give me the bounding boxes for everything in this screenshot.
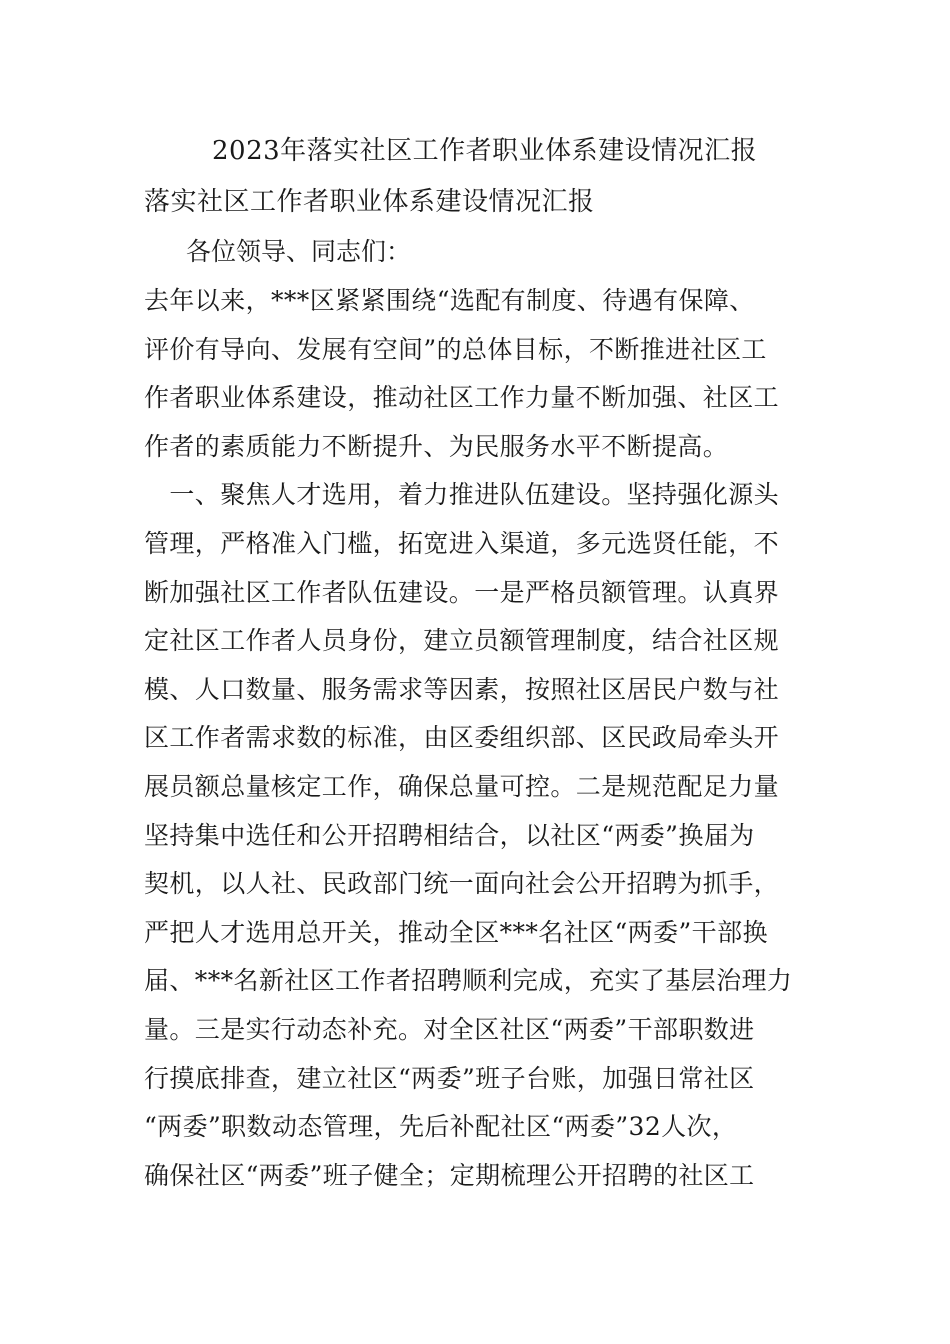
salutation: 各位领导、同志们： (186, 237, 412, 266)
text-line: 坚持集中选任和公开招聘相结合，以社区“两委”换届为 (144, 820, 755, 850)
text-line: 展员额总量核定工作，确保总量可控。二是规范配足力量 (144, 771, 780, 801)
document-title: 2023年落实社区工作者职业体系建设情况汇报 (212, 136, 758, 166)
text-line: 去年以来，***区紧紧围绕“选配有制度、待遇有保障、 (144, 286, 755, 315)
body-text (144, 283, 844, 1206)
text-line: 量。三是实行动态补充。对全区社区“两委”干部职数进 (144, 1014, 755, 1044)
document-subtitle: 落实社区工作者职业体系建设情况汇报 (144, 187, 595, 217)
text-line: 评价有导向、发展有空间”的总体目标，不断推进社区工 (144, 334, 767, 364)
text-line: 模、人口数量、服务需求等因素，按照社区居民户数与社 (144, 674, 780, 704)
text-line: 行摸底排查，建立社区“两委”班子台账，加强日常社区 (144, 1063, 755, 1093)
text-line: 断加强社区工作者队伍建设。一是严格员额管理。认真界 (144, 577, 780, 607)
text-line: 管理，严格准入门槛，拓宽进入渠道，多元选贤任能，不 (144, 528, 780, 558)
text-line: 一、聚焦人才选用，着力推进队伍建设。坚持强化源头 (144, 480, 780, 510)
text-line: 作者的素质能力不断提升、为民服务水平不断提高。 (144, 431, 729, 461)
text-line: 届、***名新社区工作者招聘顺利完成，充实了基层治理力 (144, 966, 793, 996)
text-line: 严把人才选用总开关，推动全区***名社区“两委”干部换 (144, 917, 768, 947)
text-line: 定社区工作者人员身份，建立员额管理制度，结合社区规 (144, 626, 780, 656)
text-line: 作者职业体系建设，推动社区工作力量不断加强、社区工 (144, 383, 780, 413)
text-line: 确保社区“两委”班子健全；定期梳理公开招聘的社区工 (144, 1160, 755, 1190)
text-line: “两委”职数动态管理，先后补配社区“两委”32人次， (144, 1112, 738, 1142)
text-line: 区工作者需求数的标准，由区委组织部、区民政局牵头开 (144, 723, 780, 753)
text-line: 契机，以人社、民政部门统一面向社会公开招聘为抓手， (144, 869, 780, 899)
